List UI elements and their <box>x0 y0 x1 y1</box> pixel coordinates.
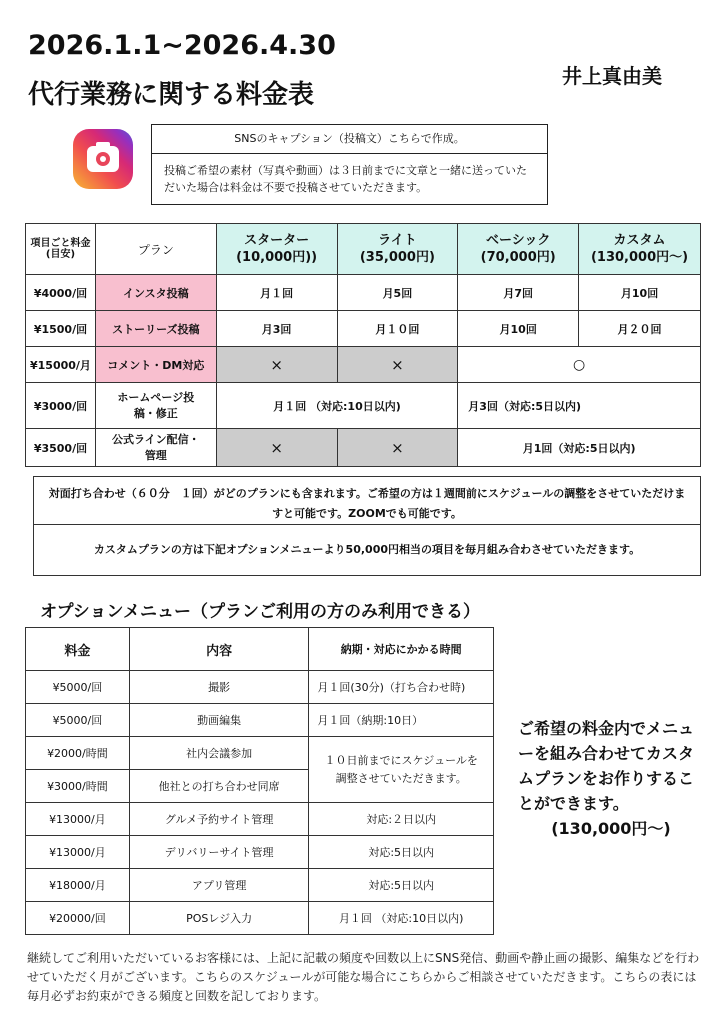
plan-starter: スターター (10,000円)) <box>216 224 337 275</box>
corner-cell: 項目ごと料金(目安) <box>26 224 96 275</box>
option-time: 月１回(30分)（打ち合わせ時) <box>309 671 494 704</box>
option-price: ¥5000/回 <box>26 704 130 737</box>
row-item: ホームページ投稿・修正 <box>95 383 216 429</box>
option-time: 月１回（納期:10日） <box>309 704 494 737</box>
footer-note: 継続してご利用いただいているお客様には、上記に記載の頻度や回数以上にSNS発信、動画や静止画の撮影、編集などを行わせていただく月がございます。こちらのスケジュールが可能な場合にこちらからご相談させていただきます。こちらの表には毎月必ずお約束ができる頻度と回数を記しております。 <box>27 951 700 1003</box>
notice-meeting: 対面打ち合わせ（６０分 １回）がどのプランにも含まれます。ご希望の方は１週間前にスケジュールの調整をさせていただけますと可能です。ZOOMでも可能です。 <box>34 477 700 525</box>
option-price: ¥13000/月 <box>26 836 130 869</box>
option-content: POSレジ入力 <box>129 902 309 935</box>
option-content: グルメ予約サイト管理 <box>129 803 309 836</box>
header-price: 料金 <box>26 628 130 671</box>
cell-value: 月3回 <box>216 311 337 347</box>
plan-light: ライト (35,000円) <box>337 224 458 275</box>
table-row <box>26 704 494 737</box>
table-row <box>26 347 701 383</box>
row-price: ¥1500/回 <box>26 311 96 347</box>
options-header-row <box>26 628 494 671</box>
row-price: ¥3500/回 <box>26 429 96 467</box>
cell-value: 月3回（対応:5日以内) <box>458 383 701 429</box>
row-item: コメント・DM対応 <box>95 347 216 383</box>
option-price: ¥2000/時間 <box>26 737 130 770</box>
cell-value: 月１回 （対応:10日以内) <box>216 383 458 429</box>
option-content: 社内会議参加 <box>129 737 309 770</box>
cell-value: 月１回 <box>216 275 337 311</box>
notice-custom: カスタムプランの方は下記オプションメニューより50,000円相当の項目を毎月組み合わさせていただきます。 <box>93 543 641 556</box>
sns-caption-box <box>151 124 548 205</box>
option-time: １０日前までにスケジュールを調整させていただきます。 <box>309 737 494 803</box>
row-price: ¥15000/月 <box>26 347 96 383</box>
option-price: ¥3000/時間 <box>26 770 130 803</box>
cell-value: 月1回（対応:5日以内) <box>458 429 701 467</box>
cell-value: 月１０回 <box>337 311 458 347</box>
cell-value: 月5回 <box>337 275 458 311</box>
row-item: 公式ライン配信・管理 <box>95 429 216 467</box>
table-row <box>26 429 701 467</box>
circle-mark: ○ <box>458 347 701 383</box>
option-time: 対応:２日以内 <box>309 803 494 836</box>
option-time: 対応:5日以内 <box>309 869 494 902</box>
options-title: オプションメニュー（プランご利用の方のみ利用できる） <box>40 602 480 622</box>
page-title: 代行業務に関する料金表 <box>28 80 315 110</box>
cell-value: 月２０回 <box>579 311 701 347</box>
cell-value: 月7回 <box>458 275 579 311</box>
page-title-dates: 2026.1.1~2026.4.30 <box>28 30 336 61</box>
header-content: 内容 <box>129 628 309 671</box>
options-table <box>25 627 494 935</box>
row-item: ストーリーズ投稿 <box>95 311 216 347</box>
header-time: 納期・対応にかかる時間 <box>309 628 494 671</box>
cross-mark: × <box>337 347 458 383</box>
cell-value: 月10回 <box>458 311 579 347</box>
cross-mark: × <box>216 347 337 383</box>
table-row <box>26 275 701 311</box>
custom-plan-note <box>518 716 704 841</box>
cross-mark: × <box>337 429 458 467</box>
option-content: アプリ管理 <box>129 869 309 902</box>
table-row <box>26 902 494 935</box>
plan-basic: ベーシック (70,000円) <box>458 224 579 275</box>
plan-label: プラン <box>95 224 216 275</box>
option-price: ¥13000/月 <box>26 803 130 836</box>
table-row <box>26 836 494 869</box>
option-price: ¥18000/月 <box>26 869 130 902</box>
table-row <box>26 383 701 429</box>
option-content: 動画編集 <box>129 704 309 737</box>
option-price: ¥5000/回 <box>26 671 130 704</box>
table-row <box>26 737 494 770</box>
sns-caption-line1: SNSのキャプション（投稿文）こちらで作成。 <box>152 125 547 154</box>
plan-custom: カスタム (130,000円～) <box>579 224 701 275</box>
table-row <box>26 869 494 902</box>
option-time: 対応:5日以内 <box>309 836 494 869</box>
plan-table <box>25 223 701 467</box>
option-content: デリバリーサイト管理 <box>129 836 309 869</box>
author-name: 井上真由美 <box>562 64 662 88</box>
option-time: 月１回 （対応:10日以内) <box>309 902 494 935</box>
row-price: ¥4000/回 <box>26 275 96 311</box>
custom-plan-price: (130,000円～) <box>551 819 671 838</box>
custom-plan-text: ご希望の料金内でメニューを組み合わせてカスタムプランをお作りすることができます。 <box>518 719 695 813</box>
option-price: ¥20000/回 <box>26 902 130 935</box>
table-row <box>26 671 494 704</box>
option-content: 撮影 <box>129 671 309 704</box>
instagram-icon <box>73 129 133 189</box>
option-content: 他社との打ち合わせ同席 <box>129 770 309 803</box>
cross-mark: × <box>216 429 337 467</box>
plan-header-row <box>26 224 701 275</box>
sns-caption-line2: 投稿ご希望の素材（写真や動画）は３日前までに文章と一緒に送っていただいた場合は料金は不要で投稿させていただきます。 <box>164 164 527 194</box>
table-row <box>26 803 494 836</box>
notice-box <box>33 476 701 576</box>
row-price: ¥3000/回 <box>26 383 96 429</box>
table-row <box>26 311 701 347</box>
row-item: インスタ投稿 <box>95 275 216 311</box>
cell-value: 月10回 <box>579 275 701 311</box>
camera-icon <box>87 146 119 172</box>
